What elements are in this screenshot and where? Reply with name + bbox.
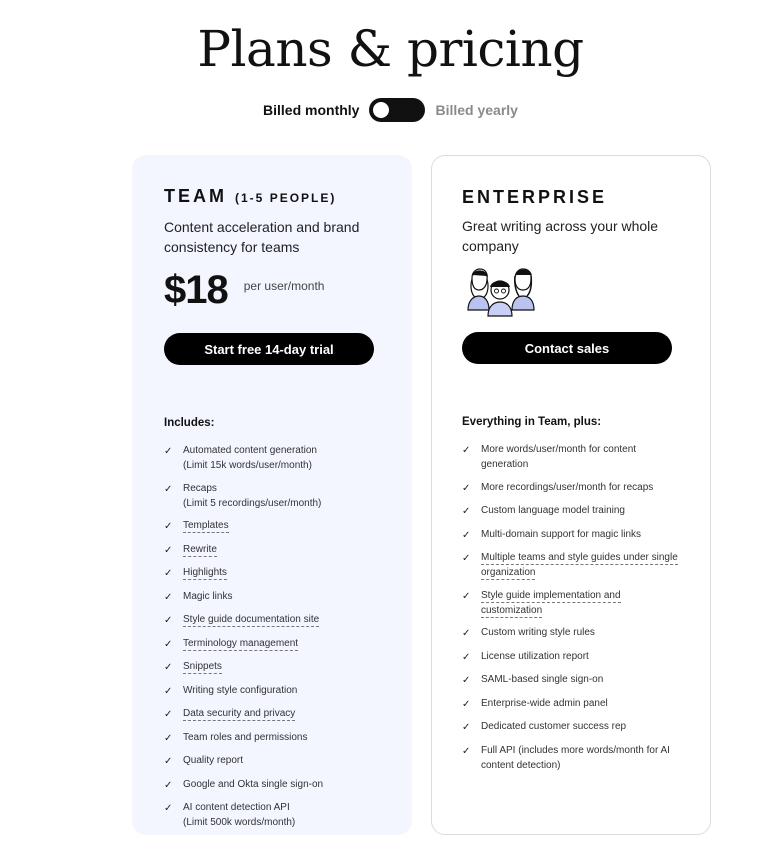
- team-feature-text: [183, 542, 380, 557]
- enterprise-feature-item: [462, 696, 678, 712]
- check-icon: ✓: [164, 568, 173, 579]
- enterprise-feature-text: [481, 696, 678, 711]
- enterprise-feature-item[interactable]: [462, 588, 678, 618]
- check-icon: ✓: [164, 591, 173, 603]
- check-icon: ✓: [164, 521, 173, 532]
- check-icon: ✓: [164, 662, 173, 673]
- page-title: Plans & pricing: [197, 20, 584, 78]
- team-feature-list: [164, 443, 380, 830]
- enterprise-feature-label: Multi-domain support for magic links: [481, 528, 642, 540]
- enterprise-feature-label: SAML-based single sign-on: [481, 674, 604, 685]
- team-feature-item[interactable]: [164, 518, 380, 534]
- check-icon: ✓: [462, 675, 471, 686]
- enterprise-feature-item: [462, 503, 678, 519]
- team-feature-label[interactable]: Terminology management: [183, 637, 299, 649]
- team-feature-item: [164, 730, 380, 746]
- check-icon: ✓: [164, 446, 173, 457]
- toggle-knob: [373, 102, 389, 118]
- team-feature-text: [183, 636, 380, 651]
- team-feature-item[interactable]: [164, 565, 380, 581]
- check-icon: ✓: [462, 590, 471, 602]
- enterprise-feature-text: [481, 527, 678, 542]
- team-feature-label[interactable]: Templates: [183, 520, 229, 531]
- enterprise-feature-label: More recordings/user/month for recaps: [481, 481, 654, 493]
- enterprise-includes-title: Everything in Team, plus:: [462, 416, 602, 428]
- enterprise-feature-list: [462, 442, 678, 773]
- check-icon: ✓: [164, 709, 173, 720]
- team-includes-title: Includes:: [164, 417, 215, 429]
- enterprise-feature-item: [462, 527, 678, 543]
- billing-toggle[interactable]: [369, 98, 425, 122]
- enterprise-feature-label[interactable]: Multiple teams and style guides under single organization: [481, 552, 678, 578]
- enterprise-feature-label: Dedicated customer success rep: [481, 721, 627, 732]
- team-price-row: [164, 267, 380, 319]
- check-icon: ✓: [462, 698, 471, 710]
- team-plan-size: (1-5 PEOPLE): [235, 191, 337, 205]
- team-feature-text: [183, 443, 380, 473]
- team-price-unit: per user/month: [243, 279, 325, 293]
- team-feature-text: [183, 589, 380, 604]
- team-feature-label: Writing style configuration: [183, 684, 298, 696]
- team-feature-item[interactable]: [164, 542, 380, 558]
- check-icon: ✓: [462, 745, 471, 757]
- team-feature-text: [183, 730, 380, 745]
- team-plan-title: TEAM: [164, 186, 227, 206]
- check-icon: ✓: [462, 529, 471, 541]
- enterprise-feature-item: [462, 442, 678, 472]
- team-feature-item[interactable]: [164, 636, 380, 652]
- check-icon: ✓: [164, 732, 173, 744]
- check-icon: ✓: [164, 483, 173, 495]
- team-feature-text: [183, 706, 380, 721]
- team-plan-description: Content acceleration and brand consistency for teams: [164, 219, 360, 255]
- team-feature-text: [183, 481, 380, 511]
- team-feature-label[interactable]: Style guide documentation site: [183, 614, 320, 625]
- check-icon: ✓: [164, 779, 173, 791]
- team-feature-label: Automated content generation: [183, 445, 317, 456]
- enterprise-feature-text: [481, 719, 678, 734]
- enterprise-feature-text: [481, 550, 678, 580]
- team-feature-label: Magic links: [183, 590, 233, 602]
- team-plan-card: [132, 155, 412, 835]
- enterprise-feature-text: [481, 503, 678, 518]
- start-trial-button[interactable]: Start free 14-day trial: [164, 333, 374, 365]
- team-feature-label[interactable]: Highlights: [183, 567, 227, 578]
- team-feature-label[interactable]: Snippets: [183, 661, 222, 672]
- enterprise-feature-label[interactable]: Style guide implementation and customization: [481, 589, 621, 616]
- enterprise-feature-label: Enterprise-wide admin panel: [481, 697, 608, 709]
- team-feature-sublabel: (Limit 5 recordings/user/month): [183, 497, 322, 509]
- enterprise-feature-label: Custom language model training: [481, 505, 625, 516]
- enterprise-feature-item: [462, 719, 678, 735]
- enterprise-feature-text: [481, 480, 678, 495]
- team-feature-item: [164, 589, 380, 605]
- enterprise-plan-description: Great writing across your whole company: [462, 218, 659, 254]
- team-feature-item: [164, 777, 380, 793]
- enterprise-plan-name: ENTERPRISE: [462, 187, 608, 207]
- team-feature-text: [183, 659, 380, 674]
- check-icon: ✓: [164, 685, 173, 697]
- team-feature-label: Google and Okta single sign-on: [183, 778, 324, 790]
- team-feature-label: Recaps: [183, 482, 217, 494]
- billed-yearly-label[interactable]: Billed yearly: [435, 102, 518, 118]
- enterprise-feature-item: [462, 743, 678, 773]
- enterprise-feature-text: [481, 588, 678, 618]
- billing-toggle-row: [0, 98, 781, 122]
- enterprise-feature-text: [481, 649, 678, 664]
- contact-sales-button[interactable]: Contact sales: [462, 332, 672, 364]
- team-feature-text: [183, 683, 380, 698]
- billed-monthly-label[interactable]: Billed monthly: [263, 102, 360, 118]
- enterprise-feature-item: [462, 649, 678, 665]
- team-plan-name: [164, 185, 380, 209]
- enterprise-plan-card: [431, 155, 711, 835]
- team-feature-text: [183, 753, 380, 768]
- team-feature-item[interactable]: [164, 612, 380, 628]
- team-feature-text: [183, 565, 380, 580]
- enterprise-feature-label: More words/user/month for content generation: [481, 444, 637, 470]
- team-feature-item: [164, 800, 380, 830]
- check-icon: ✓: [164, 544, 173, 556]
- enterprise-feature-label: License utilization report: [481, 650, 589, 662]
- enterprise-feature-item: [462, 625, 678, 641]
- enterprise-feature-text: [481, 442, 678, 472]
- check-icon: ✓: [462, 722, 471, 733]
- team-feature-item: [164, 481, 380, 511]
- team-feature-sublabel: (Limit 15k words/user/month): [183, 460, 312, 471]
- people-illustration-icon: [462, 266, 678, 318]
- team-feature-item: [164, 683, 380, 699]
- enterprise-feature-label: Full API (includes more words/month for AI content detection): [481, 744, 670, 771]
- team-feature-item: [164, 443, 380, 473]
- team-feature-text: [183, 777, 380, 792]
- enterprise-feature-item[interactable]: [462, 550, 678, 580]
- check-icon: ✓: [462, 482, 471, 494]
- check-icon: ✓: [164, 803, 173, 814]
- team-feature-label[interactable]: Rewrite: [183, 543, 217, 555]
- team-feature-item[interactable]: [164, 706, 380, 722]
- team-feature-label: Team roles and permissions: [183, 731, 308, 743]
- enterprise-feature-item: [462, 480, 678, 496]
- team-feature-text: [183, 518, 380, 533]
- team-feature-label: AI content detection API: [183, 802, 290, 813]
- check-icon: ✓: [462, 651, 471, 663]
- team-price: $18: [164, 268, 228, 312]
- enterprise-feature-text: [481, 743, 678, 773]
- team-feature-label: Quality report: [183, 755, 244, 766]
- check-icon: ✓: [462, 628, 471, 639]
- team-feature-text: [183, 800, 380, 830]
- team-feature-item: [164, 753, 380, 769]
- enterprise-feature-text: [481, 625, 678, 640]
- team-feature-item[interactable]: [164, 659, 380, 675]
- enterprise-feature-text: [481, 672, 678, 687]
- team-feature-label[interactable]: Data security and privacy: [183, 708, 296, 719]
- check-icon: ✓: [462, 445, 471, 456]
- team-feature-sublabel: (Limit 500k words/month): [183, 817, 296, 828]
- check-icon: ✓: [462, 553, 471, 564]
- check-icon: ✓: [462, 506, 471, 517]
- check-icon: ✓: [164, 615, 173, 626]
- team-feature-text: [183, 612, 380, 627]
- enterprise-feature-label: Custom writing style rules: [481, 627, 595, 638]
- check-icon: ✓: [164, 638, 173, 650]
- enterprise-feature-item: [462, 672, 678, 688]
- check-icon: ✓: [164, 756, 173, 767]
